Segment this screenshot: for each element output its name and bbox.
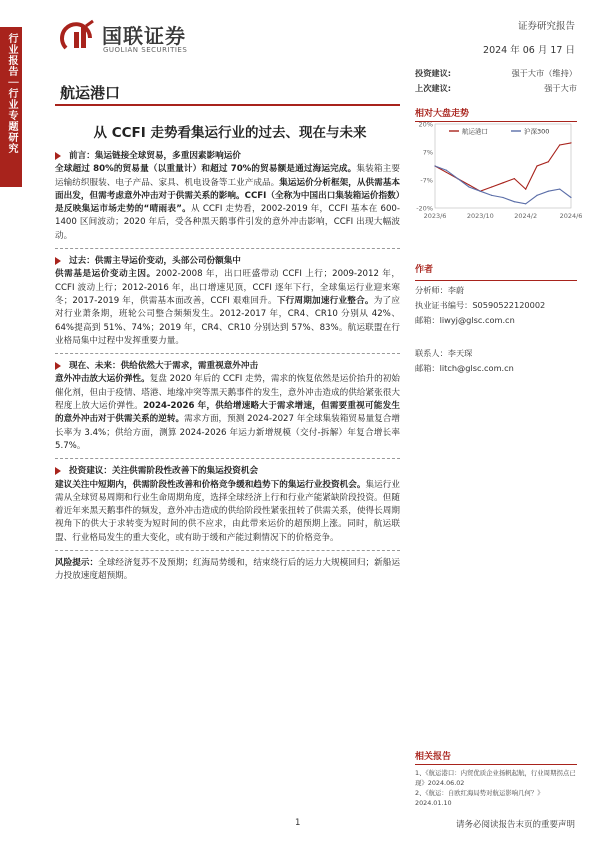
main-content [55, 150, 400, 584]
series-point-1 [468, 186, 469, 187]
series-point-1 [570, 197, 571, 198]
related-item[interactable]: 1、《航运港口：内贸优质企业扬帆起航，行业周期拐点已现》2024.06.02 [415, 769, 576, 787]
cert-number: S0590522120002 [472, 300, 546, 310]
y-tick-label: -7% [420, 176, 433, 185]
y-tick-label: -20% [416, 204, 433, 213]
legend-label: 沪深300 [524, 127, 550, 136]
analyst-row: 分析师：李蔚 [415, 285, 465, 295]
series-point-1 [536, 195, 537, 196]
side-band [0, 27, 22, 187]
logo-mark-icon [60, 18, 96, 54]
section-past [55, 255, 400, 348]
section-heading: 前言：集运链接全球贸易，多重因素影响运价 [55, 150, 400, 163]
section-body: 风险提示：全球经济复苏不及预期；红海局势缓和，结束绕行后的运力大规模回归；新船运力投放速度超预期。 [55, 558, 400, 582]
rating-previous [415, 81, 577, 96]
title-divider [55, 104, 400, 106]
report-date: 2024 年 06 月 17 日 [483, 45, 575, 56]
section-risk [55, 557, 400, 584]
series-point-1 [502, 197, 503, 198]
section-divider [55, 550, 400, 551]
section-body: 全球超过 80%的贸易量（以重量计）和超过 70%的贸易额是通过海运完成。集装箱主要运输纺织服装、电子产品、家具、机电设备等工业产成品。集运运价分析框架，从供需基本面出发，但需考虑意外冲击对于供需关系的影响。CCFI（全称为中国出口集装箱运价指数）是反映集运市场走势的“晴雨表”。从 CCFI 走势看，2002-2019 年，CCFI 基本在 600-1400 区间波动；2020 年后，受各种黑天鹅事件引发的意外冲击影响，CCFI 出现大幅波动。 [55, 164, 401, 241]
series-point-1 [491, 195, 492, 196]
y-tick-label: 20% [418, 120, 433, 129]
section-heading: 过去：供需主导运价变动，头部公司份额集中 [55, 255, 400, 268]
brand-logo [60, 18, 220, 58]
series-point-0 [559, 144, 560, 145]
author-divider [415, 280, 577, 281]
section-divider [55, 353, 400, 354]
series-point-0 [514, 178, 515, 179]
series-point-1 [525, 203, 526, 204]
contact-name: 李天琛 [447, 348, 473, 358]
report-type: 证券研究报告 [517, 21, 575, 32]
report-title: 从 CCFI 走势看集运行业的过去、现在与未来 [93, 125, 367, 141]
logo-text-en: GUOLIAN SECURITIES [103, 46, 188, 54]
relative-performance-chart [415, 116, 583, 228]
series-point-0 [491, 186, 492, 187]
chart-heading: 相对大盘走势 [415, 109, 470, 119]
chart-svg [415, 116, 583, 228]
series-line-1 [435, 166, 571, 204]
side-band-text: 行业报告｜行业专题研究 [6, 33, 17, 154]
section-heading: 现在、未来：供给依然大于需求，需重视意外冲击 [55, 360, 400, 373]
analyst-name: 李蔚 [447, 285, 465, 295]
section-investment [55, 465, 400, 545]
related-item[interactable]: 2、《航运：自欧红海局势对航运影响几何？》2024.01.10 [415, 789, 544, 807]
section-body: 供需基是运价变动主因。2002-2008 年，出口旺盛带动 CCFI 上行；2009-2012 年，CCFI 波动上行；2012-2016 年，出口增速见顶，CCFI 逐年下行，全球集运行业迎来寒冬；2017-2019 年，供需基本面改善，CCFI 艰难回升。下行周期加速行业整合。为了应对行业萧条期，班轮公司整合频频发生。2012-2017 年，CR4、CR10 分别从 42%、64%提高到 51%、74%；2019 年，CR4、CR10 分别达到 57%、83%。航运联盟在行业格局集中过程中发挥重要力量。 [55, 269, 400, 346]
cert-row: 执业证书编号：S0590522120002 [415, 300, 546, 310]
rating-current [415, 66, 577, 81]
contact-email[interactable]: litch@glsc.com.cn [439, 363, 514, 373]
contact-email-row: 邮箱：litch@glsc.com.cn [415, 363, 514, 373]
disclaimer-note: 请务必阅读报告末页的重要声明 [455, 820, 575, 830]
series-point-1 [514, 201, 515, 202]
email-row: 邮箱：liwyj@glsc.com.cn [415, 315, 515, 325]
section-body: 建议关注中短期内，供需阶段性改善和价格竞争缓和趋势下的集运行业投资机会。集运行业需从全球贸易周期和行业生命周期角度，选择全球经济上行和行业产能紧缺阶段投资。但随着近年来黑天鹅事件的频发，意外冲击造成的供给阶段性紧张扭转了供需关系，使得长周期视角下的供大于求转变为短时间的供不应求，由此带来运价的超预期上涨。同时，航运联盟、行业格局发生的重大变化，或有助于缓和产能过剩情况下的价格竞争。 [55, 479, 400, 543]
section-body: 意外冲击放大运价弹性。复盘 2020 年后的 CCFI 走势，需求的恢复依然是运价抬升的初始催化剂，但由于疫情、塔港、地缘冲突等黑天鹅事件的发生，意外冲击造成的供给紧张很大程度上放大运价弹性。2024-2026 年，供给增速略大于需求增速，但需要重视可能发生的意外冲击对于供需关系的逆转。需求方面，预测 2024-2027 年全球集装箱贸易量复合增长率为 3.4%；供给方面，测算 2024-2026 年运力新增规模（交付-拆解）年复合增长率 5.7%。 [55, 374, 400, 451]
plot-frame [435, 124, 571, 208]
related-reports [415, 752, 577, 808]
x-tick-label: 2023/6 [423, 212, 447, 220]
series-point-0 [570, 142, 571, 143]
series-point-1 [434, 165, 435, 166]
x-tick-label: 2024/6 [559, 212, 583, 220]
series-point-0 [548, 161, 549, 162]
series-point-1 [480, 191, 481, 192]
author-panel [415, 263, 577, 376]
author-heading: 作者 [415, 265, 434, 275]
rating-value: 强于大市 [544, 83, 577, 93]
logo-text: 国联证券 [102, 24, 186, 48]
section-heading: 投资建议：关注供需阶段性改善下的集运投资机会 [55, 465, 400, 478]
rating-panel [415, 66, 577, 122]
related-divider [415, 764, 577, 765]
series-point-0 [446, 172, 447, 173]
x-tick-label: 2024/2 [514, 212, 538, 220]
analyst-email[interactable]: liwyj@glsc.com.cn [439, 315, 515, 325]
series-line-0 [435, 143, 571, 191]
series-point-1 [559, 189, 560, 190]
series-point-0 [536, 165, 537, 166]
series-point-0 [502, 182, 503, 183]
contact-row: 联系人：李天琛 [415, 348, 473, 358]
series-point-1 [548, 191, 549, 192]
page-title: 航运港口 [60, 84, 121, 102]
x-tick-label: 2023/10 [466, 212, 494, 220]
series-point-1 [457, 178, 458, 179]
section-present-future [55, 360, 400, 453]
section-divider [55, 458, 400, 459]
series-point-0 [468, 184, 469, 185]
section-intro [55, 150, 400, 243]
legend-label: 航运港口 [462, 127, 488, 136]
series-point-0 [525, 189, 526, 190]
rating-label: 上次建议: [415, 83, 452, 93]
related-heading: 相关报告 [415, 752, 452, 762]
rating-value: 强于大市（维持） [511, 68, 577, 78]
rating-label: 投资建议: [415, 68, 452, 78]
series-point-1 [446, 170, 447, 171]
section-divider [55, 248, 400, 249]
y-tick-label: 7% [422, 148, 433, 157]
page-number: 1 [295, 818, 301, 828]
